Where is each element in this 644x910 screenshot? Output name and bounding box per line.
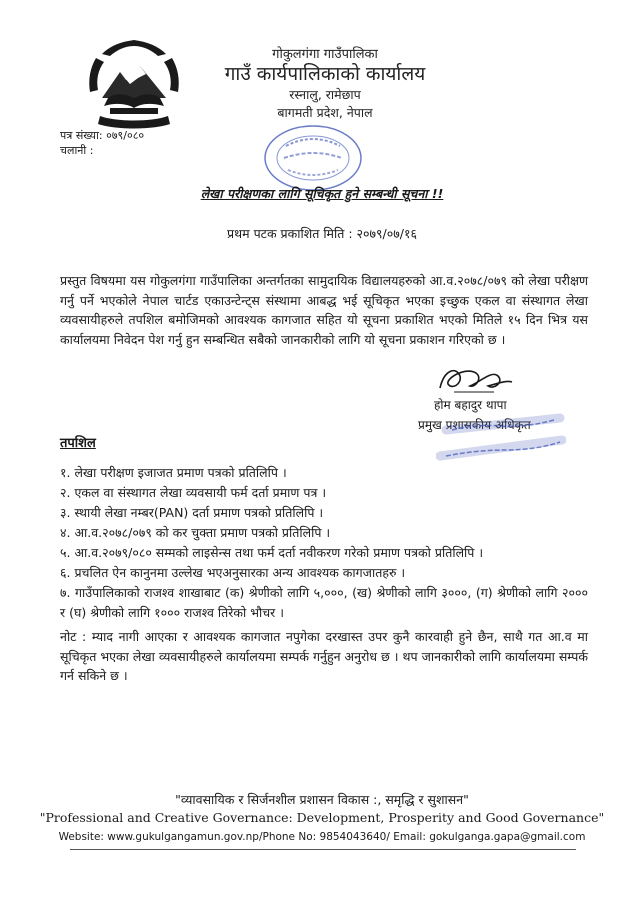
footer-slogan-english: "Professional and Creative Governance: Development, Prosperity and Good Governance" [39,810,605,825]
office-name: गाउँ कार्यपालिकाको कार्यालय [224,63,426,85]
list-item: ५. आ.व.२०७९/०८० सम्मको लाइसेन्स तथा फर्म दर्ता नवीकरण गरेको प्रमाण पत्रको प्रतिलिपि । [60,545,484,560]
footer-contact: Website: www.gukulgangamun.gov.np/Phone No: 9854043640/ Email: gokulganga.gapa@gmail.com [58,831,586,843]
publication-date: प्रथम पटक प्रकाशित मिति : २०७९/०७/१६ [227,226,417,241]
notice-body: प्रस्तुत विषयमा यस गोकुलगंगा गाउँपालिका अन्तर्गतका सामुदायिक विद्यालयहरुको आ.व.२०७८/०७९ को लेखा परीक्षण गर्नु पर्ने भएकोले नेपाल चार्टड एकाउन्टेन्ट्स संस्थामा आबद्ध भई सूचिकृत भएका इच्छुक एकल वा संस्थागत लेखा व्यवसायीहरुले तपशिल बमोजिमको आवश्यक कागजात सहित यो सूचना प्रकाशित भएको मितिले १५ दिन भित्र यस कार्यालयमा निवेदन पेश गर्नु हुन सम्बन्धित सबैको जानकारीको लागि यो सूचना प्रकाशन गरिएको छ । [60,273,588,347]
notice-subject-text: लेखा परीक्षणका लागि सूचिकृत हुने सम्बन्धी सूचना !! [200,186,444,201]
list-item: ४. आ.व.२०७८/०७९ को कर चुक्ता प्रमाण पत्रको प्रतिलिपि । [60,525,331,540]
footer-slogan-nepali: "व्यावसायिक र सिर्जनशील प्रशासन विकास :, समृद्धि र सुशासन" [175,792,469,807]
notice-subject [0,185,644,202]
nepal-government-emblem-icon [80,36,188,132]
signatory-title: प्रमुख प्रशासकीय अधिकृत [418,418,531,432]
footer-divider [70,849,576,850]
signatory-name: होम बहादुर थापा [434,398,507,412]
municipality-name: गोकुलगंगा गाउँपालिका [272,47,378,62]
list-item: १. लेखा परीक्षण इजाजत प्रमाण पत्रको प्रतिलिपि । [60,465,287,480]
office-seal-stamp-icon [258,122,368,194]
list-item: ७. गाउँपालिकाको राजश्व शाखाबाट (क) श्रेणीको लागि ५,०००, (ख) श्रेणीको लागि ३०००, (ग) श्रेणीको लागि २००० र (घ) श्रेणीको लागि १००० राजश्व तिरेको भौचर । [60,585,588,620]
dispatch-number: चलानी : [60,144,94,157]
list-item: २. एकल वा संस्थागत लेखा व्यवसायी फर्म दर्ता प्रमाण पत्र । [60,485,327,500]
details-list [60,463,588,623]
signatory-stamp-icon [436,410,566,466]
list-item: ६. प्रचलित ऐन कानुनमा उल्लेख भएअनुसारका अन्य आवश्यक कागजातहरु । [60,565,406,580]
handwritten-signature-icon [434,362,516,398]
details-heading: तपशिल [60,436,96,451]
office-location: रस्नालु, रामेछाप [289,87,361,102]
list-item: ३. स्थायी लेखा नम्बर(PAN) दर्ता प्रमाण पत्रको प्रतिलिपि । [60,505,324,520]
notice-note: नोट : म्याद नागी आएका र आवश्यक कागजात नपुगेका दरखास्त उपर कुनै कारवाही हुने छैन, साथै गत आ.व मा सूचिकृत भएका लेखा व्यवसायीहरुले कार्यालयमा सम्पर्क गर्नुहुन अनुरोध छ । थप जानकारीको लागि कार्यालयमा सम्पर्क गर्न सकिने छ । [60,629,588,683]
office-province: बागमती प्रदेश, नेपाल [277,105,373,120]
letter-number: पत्र संख्या: ०७९/०८० [60,129,145,142]
